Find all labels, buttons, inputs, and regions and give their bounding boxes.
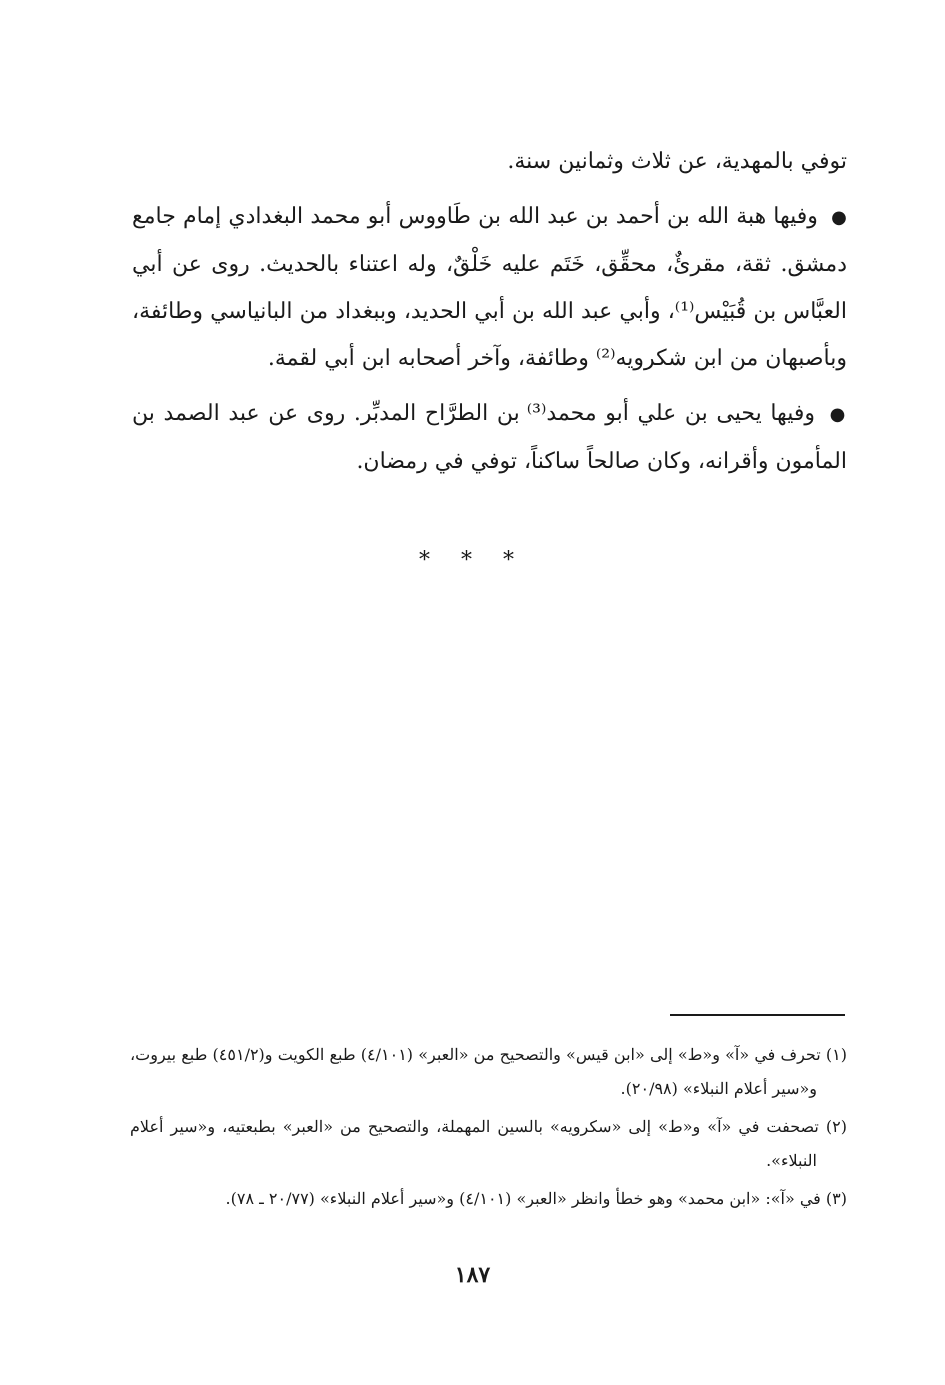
- footnote: (٢) تصحفت في «آ» و«ط» إلى «سكرويه» بالسين المهملة، والتصحيح من «العبر» بطبعتيه، و«سير أعلام النبلاء».: [130, 1117, 847, 1170]
- footnotes: [130, 1038, 847, 1220]
- footnote: (٣) في «آ»: «ابن محمد» وهو خطأ وانظر «العبر» (٤/١٠١) و«سير أعلام النبلاء» (٢٠/٧٧ ـ ٧٨).: [225, 1189, 847, 1208]
- continuation-line: توفي بالمهدية، عن ثلاث وثمانين سنة.: [507, 149, 847, 174]
- footnote-divider: [670, 1014, 845, 1016]
- main-text: [132, 138, 847, 485]
- entry-text: وفيها يحيى بن علي أبو محمد⁽³⁾ بن الطرَّاح المدبِّر. روى عن عبد الصمد بن المأمون وأقرانه، وكان صالحاً ساكناً، توفي في رمضان.: [132, 401, 847, 474]
- entry-paragraph: [132, 390, 847, 485]
- entry-text: وفيها هبة الله بن أحمد بن عبد الله بن طَاووس أبو محمد البغدادي إمام جامع دمشق. ثقة، مقرئٌ، محقِّق، خَتَم عليه خَلْقٌ، وله اعتناء بالحديث. روى عن أبي العبَّاس بن قُبَيْس⁽¹⁾، وأبي عبد الله بن أبي الحديد، وببغداد من البانياسي وطائفة، وبأصبهان من ابن شكرويه⁽²⁾ وطائفة، وآخر أصحابه ابن أبي لقمة.: [132, 204, 848, 371]
- bullet-icon: ●: [829, 404, 847, 425]
- footnote: (١) تحرف في «آ» و«ط» إلى «ابن قيس» والتصحيح من «العبر» (٤/١٠١) طبع الكويت و(٤٥١/٢) طبع بيروت، و«سير أعلام النبلاء» (٢٠/٩٨).: [130, 1045, 847, 1098]
- page-number: ١٨٧: [454, 1262, 491, 1288]
- entry-paragraph: [132, 193, 847, 382]
- bullet-icon: ●: [831, 207, 847, 228]
- section-separator: * * *: [419, 548, 526, 573]
